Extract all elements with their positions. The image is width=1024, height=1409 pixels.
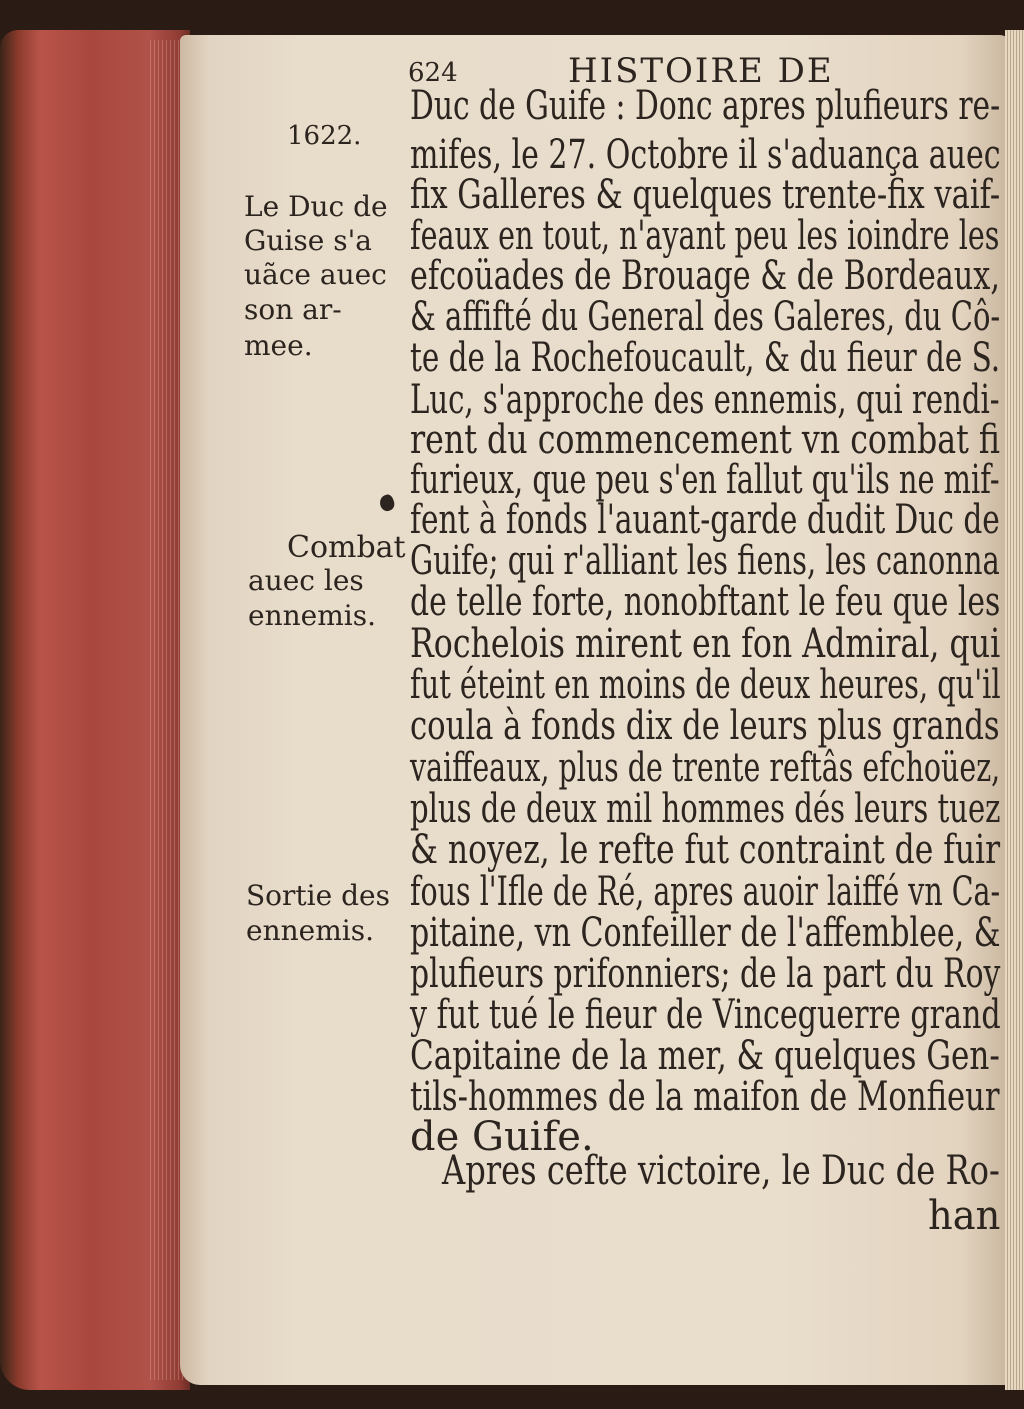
margin-note-line: mee.	[244, 329, 313, 362]
body-line: fous l'Ifle de Ré, apres auoir laiffé vn Ca-	[410, 869, 1001, 915]
body-line: Guife; qui r'alliant les fiens, les canonna	[410, 538, 1000, 584]
body-line: & noyez, le refte fut contraint de fuir	[410, 827, 1001, 873]
margin-note-line: Sortie des	[246, 879, 390, 912]
margin-note-line: auec les	[248, 564, 364, 597]
body-line: Luc, s'approche des ennemis, qui rendi-	[410, 377, 1000, 423]
body-line: Rochelois mirent en fon Admiral, qui	[410, 621, 1001, 667]
body-line: furieux, que peu s'en fallut qu'ils ne mif-	[410, 457, 1000, 503]
margin-note-line: uãce auec	[244, 258, 387, 291]
margin-note-line: ennemis.	[246, 914, 374, 947]
body-line: plufieurs prifonniers; de la part du Roy	[410, 951, 1001, 997]
body-line: plus de deux mil hommes dés leurs tuez	[410, 786, 1001, 832]
body-line: tils-hommes de la maifon de Monfieur	[410, 1074, 1000, 1120]
body-line: efcoüades de Brouage & de Bordeaux,	[410, 253, 1000, 299]
margin-year: 1622.	[287, 121, 362, 151]
body-line: de Guife.	[410, 1114, 594, 1160]
body-line: mifes, le 27. Octobre il s'aduança auec	[410, 132, 1001, 178]
body-line: coula à fonds dix de leurs plus grands	[410, 703, 1000, 749]
body-line: Capitaine de la mer, & quelques Gen-	[410, 1033, 1000, 1079]
body-line: rent du commencement vn combat fi	[410, 417, 1000, 463]
catchword: han	[928, 1193, 1001, 1239]
margin-note-line: son ar-	[244, 293, 342, 326]
body-line: & affifté du General des Galeres, du Cô-	[410, 294, 1001, 340]
facing-page-edge	[1005, 30, 1024, 1390]
body-line: fent à fonds l'auant-garde dudit Duc de	[410, 497, 1000, 543]
margin-note-line: Guise s'a	[244, 224, 372, 257]
body-line: Apres cefte victoire, le Duc de Ro-	[442, 1148, 1000, 1194]
body-line: te de la Rochefoucault, & du fieur de S.	[410, 335, 1001, 381]
body-line: fix Galleres & quelques trente-fix vaif-	[410, 172, 1001, 218]
margin-note-line: ennemis.	[248, 599, 376, 632]
margin-note-line: Le Duc de	[244, 190, 388, 223]
margin-note-line: Combat	[287, 530, 406, 565]
body-line: Duc de Guife : Donc apres plufieurs re-	[410, 83, 1001, 129]
running-title: HISTOIRE DE	[568, 51, 834, 91]
body-line: de telle forte, nonobftant le feu que les	[410, 579, 1001, 625]
body-line: feaux en tout, n'ayant peu les ioindre les	[410, 213, 1000, 259]
body-line: pitaine, vn Confeiller de l'affemblee, &	[410, 910, 1001, 956]
body-line: fut éteint en moins de deux heures, qu'il	[410, 662, 1001, 708]
body-line: vaiffeaux, plus de trente reftâs efchoüez,	[410, 745, 1001, 791]
body-line: y fut tué le fieur de Vinceguerre grand	[410, 992, 1001, 1038]
page-number: 624	[408, 58, 458, 88]
